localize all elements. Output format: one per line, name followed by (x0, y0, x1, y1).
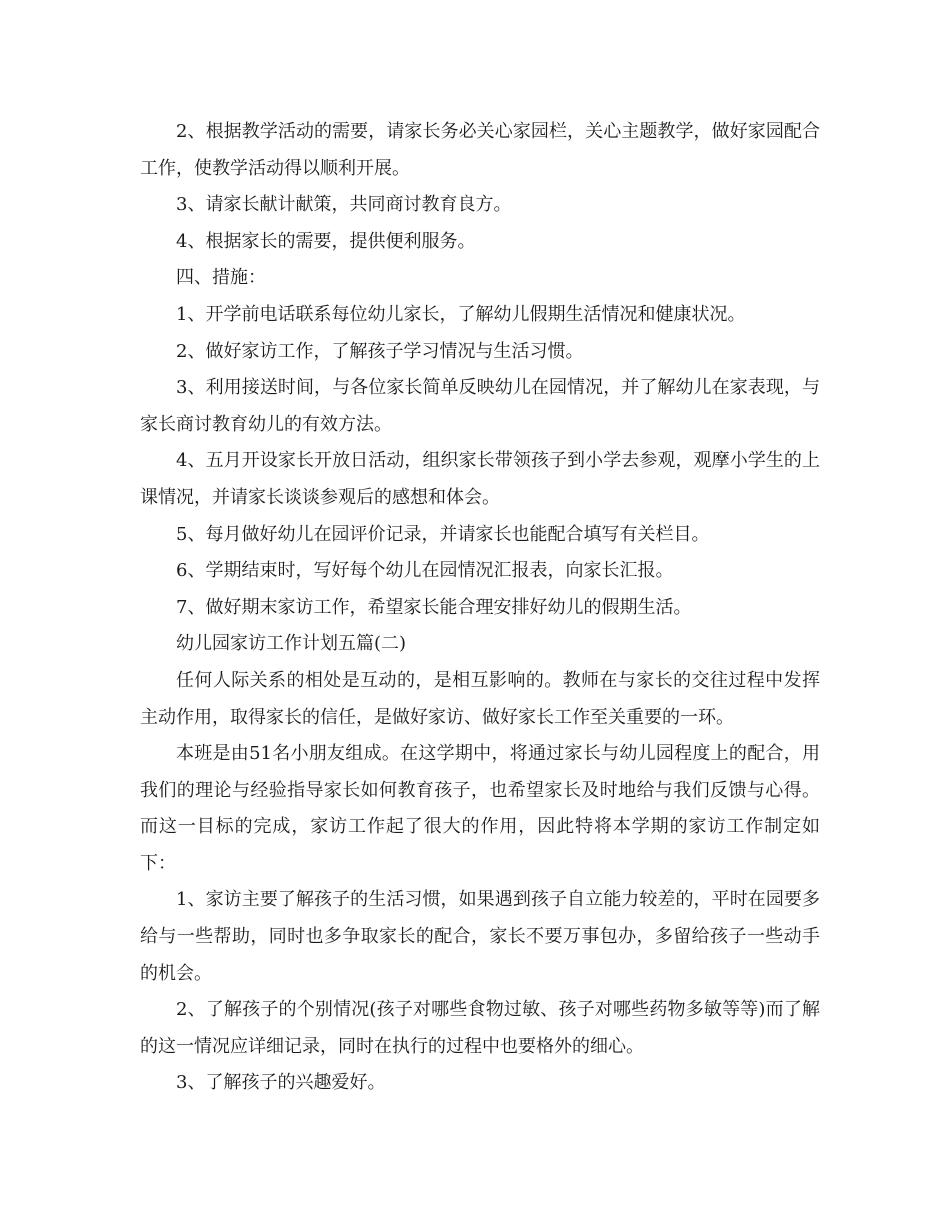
paragraph-item-4: 4、根据家长的需要，提供便利服务。 (176, 230, 476, 252)
intro-paragraph: 任何人际关系的相处是互动的，是相互影响的。教师在与家长的交往过程中发挥主动作用，取得家长的信任，是做好家访、做好家长工作至关重要的一环。 (140, 669, 820, 728)
visit-item-2: 2、了解孩子的个别情况(孩子对哪些食物过敏、孩子对哪些药物多敏等等)而了解的这一情况应详细记录，同时在执行的过程中也要格外的细心。 (140, 999, 820, 1057)
measure-item-2: 2、做好家访工作，了解孩子学习情况与生活习惯。 (176, 340, 584, 362)
measure-item-1: 1、开学前电话联系每位幼儿家长，了解幼儿假期生活情况和健康状况。 (176, 303, 746, 325)
paragraph-item-2: 2、根据教学活动的需要，请家长务必关心家园栏，关心主题教学，做好家园配合工作，使教学活动得以顺利开展。 (140, 121, 820, 179)
document-page (140, 114, 820, 1102)
paragraph-item-3: 3、请家长献计献策，共同商讨教育良方。 (176, 194, 512, 216)
measure-item-5: 5、每月做好幼儿在园评价记录，并请家长也能配合填写有关栏目。 (176, 523, 710, 545)
section-title-part-two: 幼儿园家访工作计划五篇(二) (176, 633, 407, 655)
measure-item-6: 6、学期结束时，写好每个幼儿在园情况汇报表，向家长汇报。 (176, 560, 674, 582)
measure-item-4: 4、五月开设家长开放日活动，组织家长带领孩子到小学去参观，观摩小学生的上课情况，并请家长谈谈参观后的感想和体会。 (140, 450, 820, 508)
class-overview-paragraph: 本班是由51名小朋友组成。在这学期中，将通过家长与幼儿园程度上的配合，用我们的理论与经验指导家长如何教育孩子，也希望家长及时地给与我们反馈与心得。而这一目标的完成，家访工作起了很大的作用，因此特将本学期的家访工作制定如下： (140, 743, 820, 874)
measure-item-7: 7、做好期末家访工作，希望家长能合理安排好幼儿的假期生活。 (176, 596, 692, 618)
section-heading-measures: 四、措施： (176, 267, 266, 289)
visit-item-1: 1、家访主要了解孩子的生活习惯，如果遇到孩子自立能力较差的，平时在园要多给与一些帮助，同时也多争取家长的配合，家长不要万事包办，多留给孩子一些动手的机会。 (140, 889, 820, 984)
measure-item-3: 3、利用接送时间，与各位家长简单反映幼儿在园情况，并了解幼儿在家表现，与家长商讨教育幼儿的有效方法。 (140, 377, 820, 435)
visit-item-3: 3、了解孩子的兴趣爱好。 (176, 1072, 386, 1094)
